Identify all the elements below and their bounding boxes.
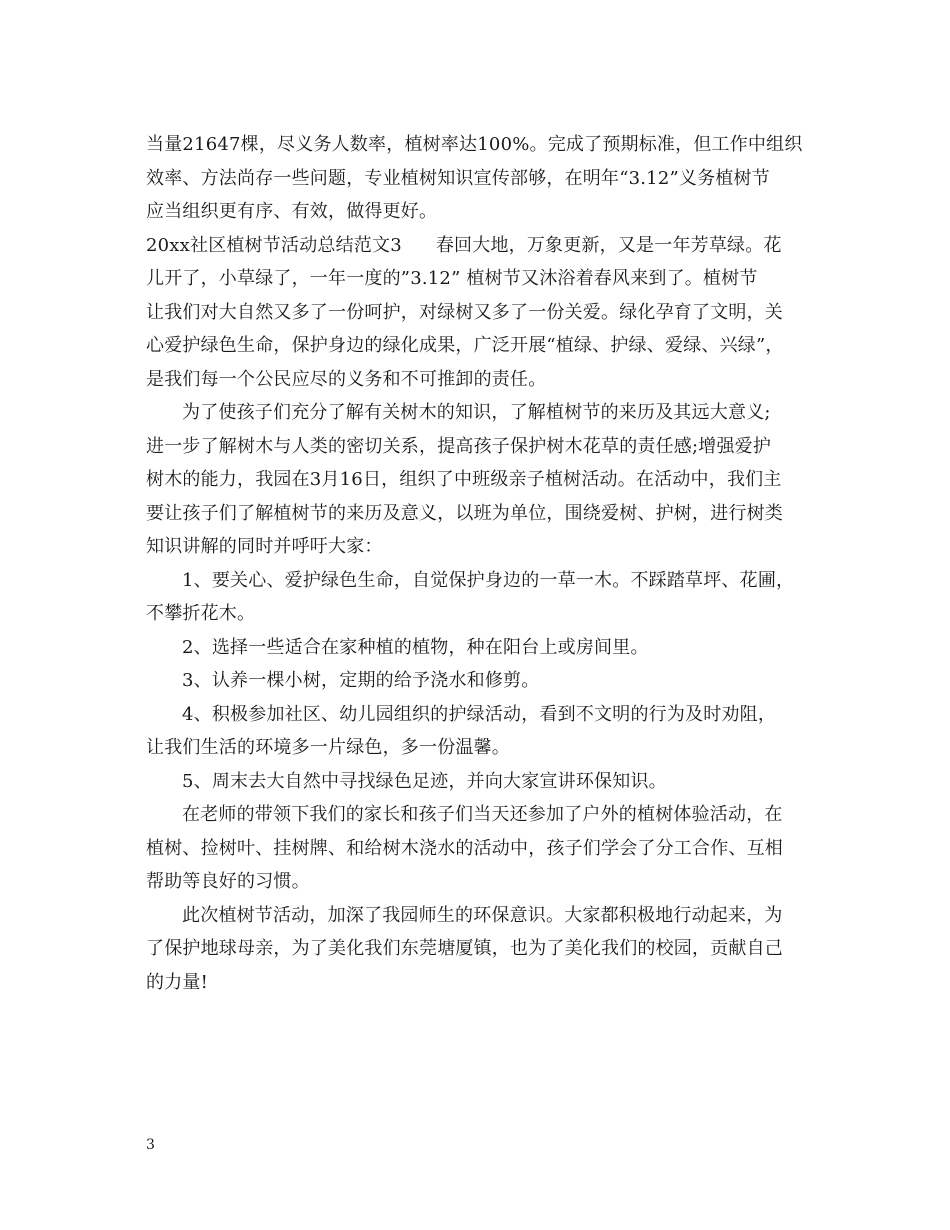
text-line (146, 296, 806, 330)
line-text: 效率、方法尚存一些问题，专业植树知识宣传部够，在明年“3.12”义务植树节 (146, 167, 770, 189)
line-text: 20xx社区植树节活动总结范文3 (146, 234, 402, 256)
line-text: 不攀折花木。 (146, 603, 256, 624)
text-line (146, 631, 806, 665)
line-text: 了保护地球母亲，为了美化我们东莞塘厦镇，也为了美化我们的校园，贡献自己 (146, 938, 783, 959)
line-text: 在老师的带领下我们的家长和孩子们当天还参加了户外的植树体验活动，在 (182, 804, 783, 825)
line-text: 1、要关心、爱护绿色生命，自觉保护身边的一草一木。不踩踏草坪、花圃， (182, 569, 795, 591)
line-text: 应当组织更有序、有效，做得更好。 (146, 201, 438, 222)
line-text: 让我们对大自然又多了一份呵护，对绿树又多了一份关爱。绿化孕育了文明，关 (146, 301, 783, 323)
page-number: 3 (146, 1137, 155, 1153)
line-text: 当量21647棵，尽义务人数率，植树率达100%。完成了预期标准，但工作中组织 (146, 134, 803, 155)
line-text: 树木的能力，我园在3月16日，组织了中班级亲子植树活动。在活动中，我们主 (146, 469, 782, 490)
text-line (146, 430, 806, 464)
text-line (146, 731, 806, 765)
line-continuation: 春回大地，万象更新，又是一年芳草绿。花 (435, 234, 782, 256)
text-line (146, 463, 806, 497)
document-body (146, 128, 806, 999)
text-line (146, 932, 806, 966)
text-line (146, 396, 806, 430)
line-text: 帮助等良好的习惯。 (146, 871, 310, 892)
line-text: 2、选择一些适合在家种植的植物，种在阳台上或房间里。 (182, 636, 649, 658)
line-text: 是我们每一个公民应尽的义务和不可推卸的责任。 (146, 368, 547, 390)
line-text: 3、认养一棵小树，定期的给予浇水和修剪。 (182, 670, 540, 691)
text-line (146, 229, 806, 263)
text-line (146, 564, 806, 598)
text-line (146, 363, 806, 397)
text-line (146, 262, 806, 296)
text-line (146, 128, 806, 162)
text-line (146, 530, 806, 564)
line-text: 4、积极参加社区、幼儿园组织的护绿活动，看到不文明的行为及时劝阻， (182, 703, 777, 725)
line-text: 让我们生活的环境多一片绿色，多一份温馨。 (146, 737, 510, 758)
line-text: 进一步了解树木与人类的密切关系，提高孩子保护树木花草的责任感;增强爱护 (146, 435, 772, 457)
text-line (146, 162, 806, 196)
line-text: 心爱护绿色生命，保护身边的绿化成果，广泛开展“植绿、护绿、爱绿、兴绿”， (146, 335, 784, 356)
line-text: 儿开了，小草绿了，一年一度的”3.12” 植树节又沐浴着春风来到了。植树节 (146, 268, 758, 289)
text-line (146, 966, 806, 1000)
text-line (146, 798, 806, 832)
text-line (146, 832, 806, 866)
text-line (146, 664, 806, 698)
line-text: 的力量! (146, 971, 209, 993)
text-line (146, 765, 806, 799)
line-text: 5、周末去大自然中寻找绿色足迹，并向大家宣讲环保知识。 (182, 770, 667, 792)
text-line (146, 865, 806, 899)
text-line (146, 899, 806, 933)
text-line (146, 497, 806, 531)
line-text: 知识讲解的同时并呼吁大家： (146, 536, 383, 557)
text-line (146, 329, 806, 363)
line-text: 植树、捡树叶、挂树牌、和给树木浇水的活动中，孩子们学会了分工合作、互相 (146, 837, 783, 859)
line-text: 为了使孩子们充分了解有关树木的知识，了解植树节的来历及其远大意义; (182, 402, 771, 423)
line-text: 此次植树节活动，加深了我园师生的环保意识。大家都积极地行动起来，为 (182, 904, 783, 926)
text-line (146, 195, 806, 229)
text-line (146, 698, 806, 732)
text-line (146, 597, 806, 631)
line-text: 要让孩子们了解植树节的来历及意义，以班为单位，围绕爱树、护树，进行树类 (146, 502, 783, 524)
